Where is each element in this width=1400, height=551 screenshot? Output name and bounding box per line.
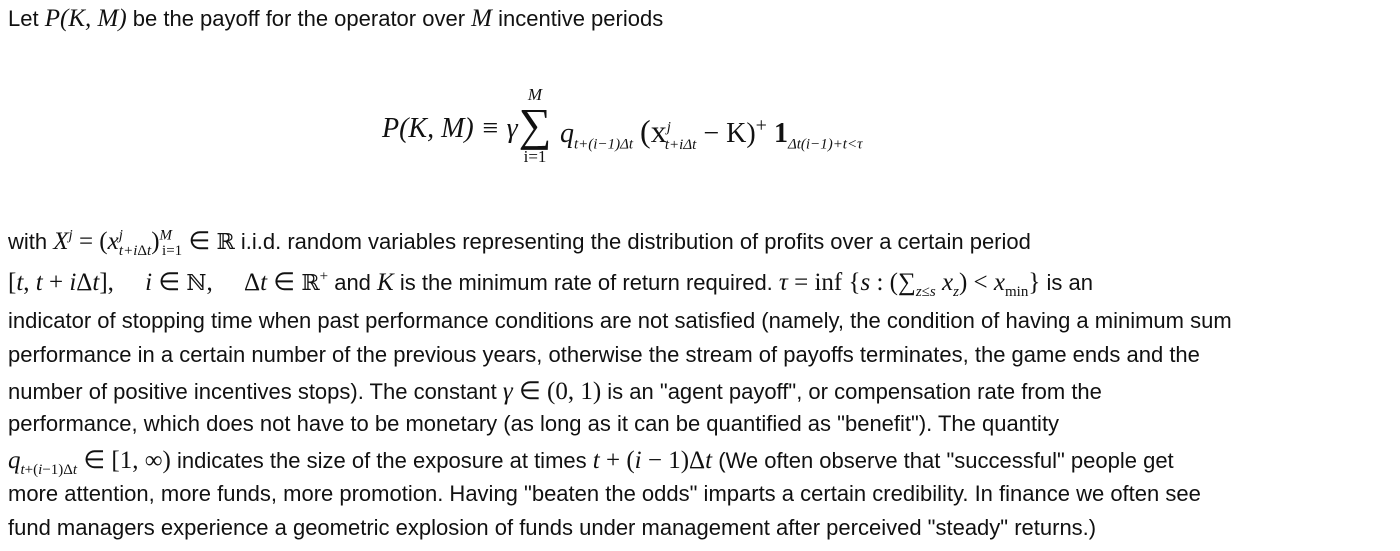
exposure-expression: $q_{t+(i-1)\Delta t}$ ∈ [1, ∞) bbox=[8, 447, 171, 478]
line2-text: is the minimum rate of return required. bbox=[399, 270, 773, 295]
paragraph-line-3: indicator of stopping time when past performance conditions are not satisfied (namely, the condition of having a minimum sum bbox=[8, 308, 1232, 333]
line5-end: is an "agent payoff", or compensation rate from the bbox=[607, 379, 1102, 404]
x-vector-expression: $X^j = (x^j_{t+i\Delta t})^M_{i=1}$ ∈ ℝ bbox=[53, 227, 235, 259]
x-superscript: j bbox=[666, 119, 671, 136]
indicator-symbol: 1 bbox=[773, 118, 788, 149]
summation bbox=[515, 85, 555, 167]
paragraph-line-8: more attention, more funds, more promotion. Having "beaten the odds" imparts a certain credibility. In finance we often see bbox=[8, 481, 1201, 506]
paragraph-line-6: performance, which does not have to be monetary (as long as it can be quantified as "benefit"). The quantity bbox=[8, 411, 1060, 436]
payoff-expression: P(K, M) bbox=[44, 5, 127, 32]
positive-part: + bbox=[755, 114, 767, 137]
q-subscript: t+(i−1)Δt bbox=[574, 136, 634, 153]
paragraph-line-7 bbox=[8, 447, 1174, 478]
line1-prefix: with bbox=[8, 229, 48, 254]
line1-text: i.i.d. random variables representing the distribution of profits over a certain period bbox=[240, 229, 1031, 254]
line5-start: number of positive incentives stops). The constant bbox=[8, 379, 497, 404]
intro-suffix: incentive periods bbox=[498, 6, 664, 31]
minus-k: − K) bbox=[703, 118, 756, 149]
sum-upper: M bbox=[527, 85, 543, 104]
line2-and: and bbox=[334, 270, 371, 295]
x-open: (x bbox=[640, 113, 667, 149]
intro-middle: be the payoff for the operator over bbox=[132, 6, 466, 31]
paragraph-line-9: fund managers experience a geometric explosion of funds under management after perceived "steady" returns.) bbox=[8, 515, 1097, 540]
interval-expression: [t, t + iΔt], i ∈ ℕ, Δt ∈ ℝ+ bbox=[8, 268, 329, 296]
equation-lhs: P(K, M) ≡ γ bbox=[382, 113, 518, 144]
intro-line bbox=[8, 6, 663, 31]
sum-lower: i=1 bbox=[523, 147, 547, 166]
times-expression: t + (i − 1)Δt bbox=[592, 447, 713, 474]
stopping-time-expression: τ = inf {s : ($\sum_{z\le s}$ $x_z) < x_{min}$} bbox=[778, 269, 1041, 300]
indicator-subscript: Δt(i−1)+t<τ bbox=[787, 136, 863, 153]
k-variable: K bbox=[377, 269, 394, 296]
paragraph-line-1 bbox=[8, 227, 1031, 259]
gamma-expression: γ ∈ (0, 1) bbox=[502, 378, 602, 405]
line2-end: is an bbox=[1046, 270, 1093, 295]
line7-start: indicates the size of the exposure at times bbox=[176, 448, 587, 473]
equation-body bbox=[560, 113, 863, 153]
paragraph-line-2 bbox=[8, 268, 1093, 300]
sum-symbol: ∑ bbox=[518, 99, 552, 150]
paragraph-line-5 bbox=[8, 379, 1102, 404]
paragraph-line-4: performance in a certain number of the previous years, otherwise the stream of payoffs terminates, the game ends and the bbox=[8, 342, 1200, 367]
periods-variable: M bbox=[471, 5, 492, 32]
q-term: q bbox=[560, 118, 574, 149]
x-subscript: t+iΔt bbox=[664, 136, 697, 153]
intro-prefix: Let bbox=[8, 6, 39, 31]
line7-end: (We often observe that "successful" people get bbox=[718, 448, 1174, 473]
